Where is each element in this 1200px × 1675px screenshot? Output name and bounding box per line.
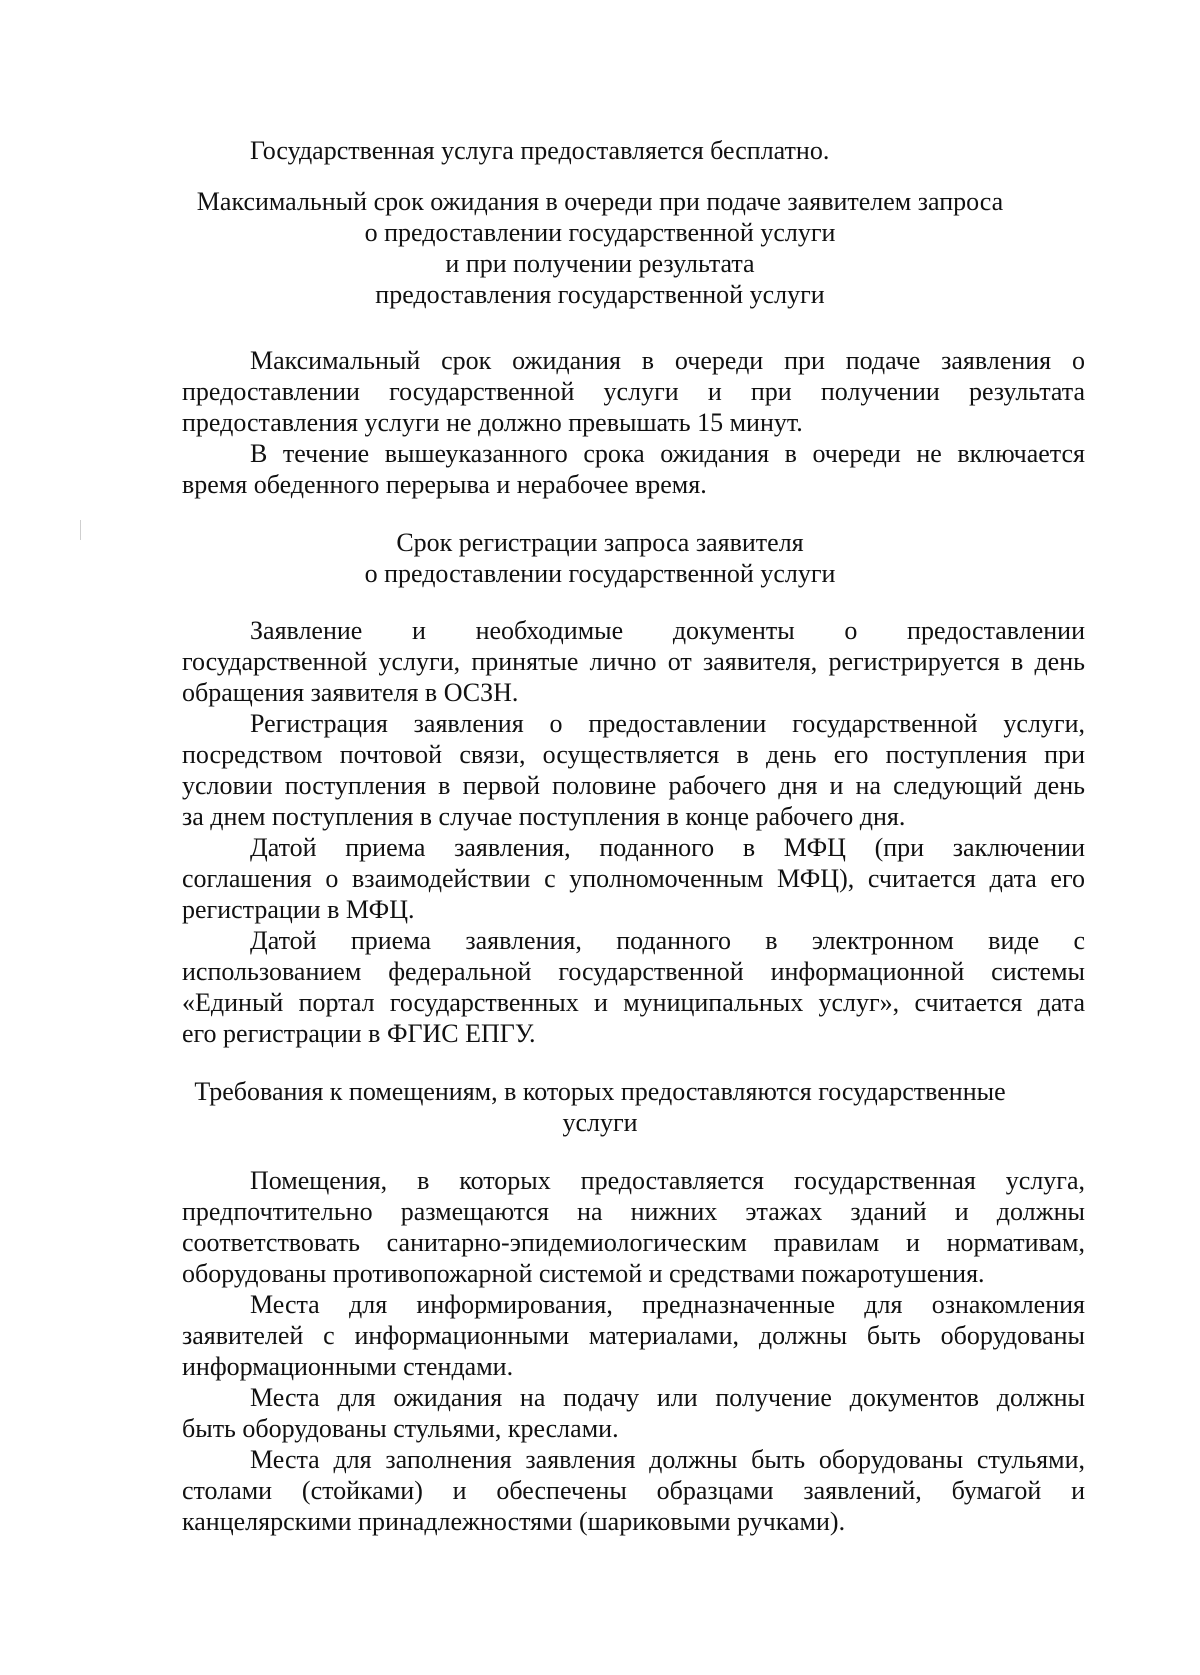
fee-note: Государственная услуга предоставляется бесплатно. — [250, 136, 830, 165]
registration-p3-line-3: регистрации в МФЦ. — [182, 895, 415, 924]
queue-p2-line-1: В течение вышеуказанного срока ожидания в очереди не включается — [250, 439, 1085, 468]
heading-queue-line-4: предоставления государственной услуги — [375, 280, 825, 309]
heading-registration-line-1: Срок регистрации запроса заявителя — [396, 528, 804, 557]
registration-p2-line-1: Регистрация заявления о предоставлении государственной услуги, — [250, 709, 1085, 738]
heading-queue-line-2: о предоставлении государственной услуги — [364, 218, 836, 247]
registration-p3-line-2: соглашения о взаимодействии с уполномоченным МФЦ), считается дата его — [182, 864, 1085, 893]
registration-p1-line-1: Заявление и необходимые документы о предоставлении — [250, 616, 1085, 645]
premises-p2-line-2: заявителей с информационными материалами, должны быть оборудованы — [182, 1321, 1085, 1350]
queue-p1-line-2: предоставлении государственной услуги и при получении результата — [182, 377, 1085, 406]
premises-p4-line-2: столами (стойками) и обеспечены образцами заявлений, бумагой и — [182, 1476, 1085, 1505]
registration-p2-line-3: условии поступления в первой половине рабочего дня и на следующий день — [182, 771, 1085, 800]
heading-premises-line-2: услуги — [562, 1108, 638, 1137]
premises-p4-line-3: канцелярскими принадлежностями (шариковыми ручками). — [182, 1507, 846, 1536]
registration-p4-line-1: Датой приема заявления, поданного в электронном виде с — [250, 926, 1085, 955]
queue-p1-line-1: Максимальный срок ожидания в очереди при подаче заявления о — [250, 346, 1085, 375]
premises-p3-line-2: быть оборудованы стульями, креслами. — [182, 1414, 619, 1443]
registration-p2-line-2: посредством почтовой связи, осуществляется в день его поступления при — [182, 740, 1085, 769]
registration-p2-line-4: за днем поступления в случае поступления в конце рабочего дня. — [182, 802, 906, 831]
heading-queue-line-3: и при получении результата — [445, 249, 755, 278]
premises-p1-line-1: Помещения, в которых предоставляется государственная услуга, — [250, 1166, 1085, 1195]
premises-p2-line-3: информационными стендами. — [182, 1352, 514, 1381]
queue-p1-line-3: предоставления услуги не должно превышать 15 минут. — [182, 408, 803, 437]
heading-registration-line-2: о предоставлении государственной услуги — [364, 559, 836, 588]
heading-queue-line-1: Максимальный срок ожидания в очереди при подаче заявителем запроса — [196, 187, 1004, 216]
registration-p1-line-3: обращения заявителя в ОСЗН. — [182, 678, 519, 707]
premises-p4-line-1: Места для заполнения заявления должны быть оборудованы стульями, — [250, 1445, 1085, 1474]
heading-premises-line-1: Требования к помещениям, в которых предоставляются государственные — [194, 1077, 1006, 1106]
registration-p3-line-1: Датой приема заявления, поданного в МФЦ (при заключении — [250, 833, 1085, 862]
registration-p4-line-4: его регистрации в ФГИС ЕПГУ. — [182, 1019, 536, 1048]
premises-p1-line-3: соответствовать санитарно-эпидемиологическим правилам и нормативам, — [182, 1228, 1085, 1257]
premises-p3-line-1: Места для ожидания на подачу или получение документов должны — [250, 1383, 1085, 1412]
registration-p4-line-3: «Единый портал государственных и муниципальных услуг», считается дата — [182, 988, 1085, 1017]
premises-p1-line-2: предпочтительно размещаются на нижних этажах зданий и должны — [182, 1197, 1085, 1226]
registration-p1-line-2: государственной услуги, принятые лично от заявителя, регистрируется в день — [182, 647, 1085, 676]
queue-p2-line-2: время обеденного перерыва и нерабочее время. — [182, 470, 707, 499]
registration-p4-line-2: использованием федеральной государственной информационной системы — [182, 957, 1085, 986]
premises-p1-line-4: оборудованы противопожарной системой и средствами пожаротушения. — [182, 1259, 985, 1288]
scan-mark — [80, 520, 81, 540]
premises-p2-line-1: Места для информирования, предназначенные для ознакомления — [250, 1290, 1085, 1319]
